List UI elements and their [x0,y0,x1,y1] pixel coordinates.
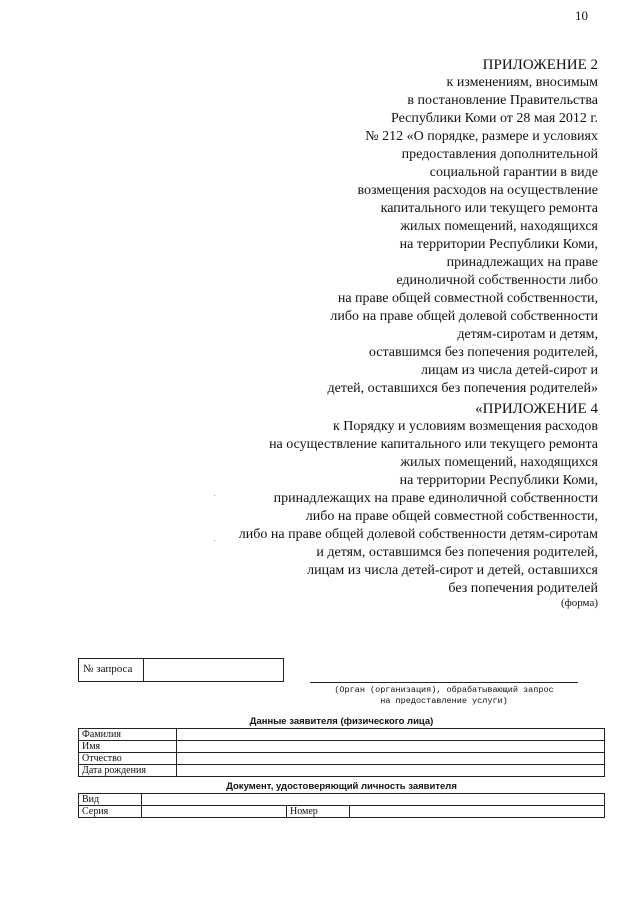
request-number-field[interactable] [144,659,283,681]
request-number-label: № запроса [79,659,144,681]
patronymic-field[interactable] [177,753,605,765]
appendix-2-line: возмещения расходов на осуществление [357,183,598,198]
appendix-4-line: без попечения родителей [448,581,598,596]
appendix-4-line: либо на праве общей совместной собственности, [305,509,598,524]
appendix-2-line: лицам из числа детей-сирот и [421,363,598,378]
first-name-field[interactable] [177,741,605,753]
table-row [79,806,605,818]
first-name-label: Имя [79,741,177,753]
surname-label: Фамилия [79,729,177,741]
organ-caption-line: (Орган (организация), обрабатывающий запрос [334,685,554,695]
appendix-2-line: единоличной собственности либо [396,273,598,288]
appendix-2-line: на праве общей совместной собственности, [337,291,598,306]
appendix-4-line: принадлежащих на праве единоличной собственности [273,491,598,506]
applicant-table [78,728,605,777]
appendix-2-line: принадлежащих на праве [446,255,598,270]
appendix-2-header [328,56,598,398]
number-label: Номер [287,806,350,818]
appendix-2-title: ПРИЛОЖЕНИЕ 2 [482,57,598,73]
appendix-4-line: на территории Республики Коми, [399,473,598,488]
table-row [79,729,605,741]
appendix-4-line: либо на праве общей долевой собственности детям-сиротам [238,527,598,542]
document-type-field[interactable] [142,794,605,806]
organ-caption [310,685,578,707]
organ-caption-line: на предоставление услуги) [380,696,508,706]
appendix-2-line: капитального или текущего ремонта [380,201,598,216]
appendix-2-line: предоставления дополнительной [401,147,598,162]
appendix-2-line: на территории Республики Коми, [399,237,598,252]
scan-speck [214,495,215,496]
scan-speck [214,540,215,541]
table-row [79,794,605,806]
appendix-2-line: либо на праве общей долевой собственности [330,309,598,324]
birth-date-label: Дата рождения [79,765,177,777]
birth-date-field[interactable] [177,765,605,777]
patronymic-label: Отчество [79,753,177,765]
appendix-4-line: лицам из числа детей-сирот и детей, оставшихся [307,563,598,578]
series-field[interactable] [142,806,287,818]
table-row [79,765,605,777]
table-row [79,741,605,753]
appendix-2-line: жилых помещений, находящихся [400,219,598,234]
table-row [79,753,605,765]
document-section-title: Документ, удостоверяющий личность заявителя [226,781,457,792]
applicant-section-title: Данные заявителя (физического лица) [249,716,434,727]
request-number-box [78,658,284,682]
page-number: 10 [575,8,588,23]
document-type-label: Вид [79,794,142,806]
appendix-4-line: и детям, оставшимся без попечения родителей, [316,545,598,560]
appendix-2-line: Республики Коми от 28 мая 2012 г. [391,111,598,126]
appendix-4-header [239,400,598,598]
appendix-2-line: детям-сиротам и детям, [457,327,598,342]
appendix-4-line: к Порядку и условиям возмещения расходов [332,419,598,434]
appendix-2-line: № 212 «О порядке, размере и условиях [365,129,598,144]
series-label: Серия [79,806,142,818]
appendix-4-line: на осуществление капитального или текущего ремонта [269,437,598,452]
appendix-4-line: жилых помещений, находящихся [400,455,598,470]
appendix-2-line: к изменениям, вносимым [446,75,598,90]
appendix-2-line: социальной гарантии в виде [429,165,598,180]
appendix-2-line: оставшимся без попечения родителей, [368,345,598,360]
form-label: (форма) [560,597,598,609]
appendix-2-line: в постановление Правительства [407,93,598,108]
appendix-2-line: детей, оставшихся без попечения родителей» [327,381,598,396]
document-table [78,793,605,818]
number-field[interactable] [350,806,605,818]
surname-field[interactable] [177,729,605,741]
organ-signature-line[interactable] [310,682,578,683]
appendix-4-title: «ПРИЛОЖЕНИЕ 4 [475,401,598,417]
